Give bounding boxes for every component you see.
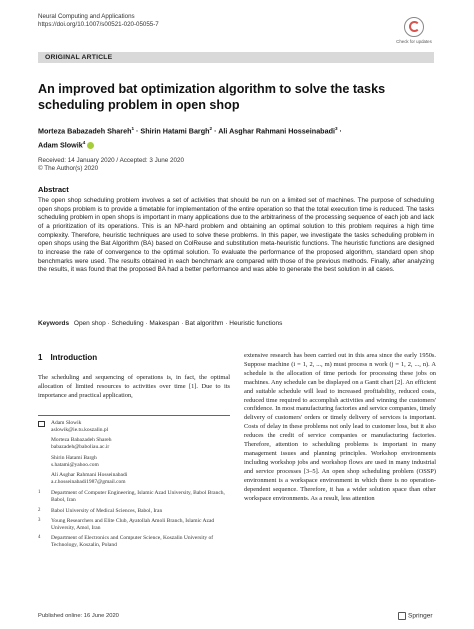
affiliation-item <box>38 518 230 532</box>
affiliation-list <box>38 490 230 549</box>
contact-item <box>38 437 230 451</box>
doi-link[interactable]: https://doi.org/10.1007/s00521-020-05055-7 <box>38 21 159 29</box>
author-4: Adam Slowik <box>38 140 83 150</box>
affiliation-number: 2 <box>38 507 41 513</box>
envelope-icon <box>38 421 45 427</box>
check-updates-label: Check for updates <box>396 39 432 44</box>
footnote-divider <box>38 415 230 416</box>
intro-paragraph-left: The scheduling and sequencing of operations is, in fact, the optimal allocation of limited resources to activities over time [1]. Due to its importance and practical application, <box>38 374 230 399</box>
copyright: © The Author(s) 2020 <box>38 165 99 173</box>
author-3: Ali Asghar Rahmani Hosseinabadi <box>218 126 335 136</box>
affiliation-number: 1 <box>38 490 41 496</box>
affiliation-item <box>38 508 230 515</box>
contact-item <box>38 420 230 434</box>
affiliation-item <box>38 535 230 549</box>
springer-icon <box>398 612 406 620</box>
received-accepted: Received: 14 January 2020 / Accepted: 3 June 2020 <box>38 157 184 164</box>
article-type-banner <box>38 52 434 63</box>
intro-paragraph-right: extensive research has been carried out in this area since the early 1950s. Suppose machine (i = 1, 2, ..., m) must process n work (j = 1, 2, ..., n). A schedule is the allocation of time periods for processing these jobs on machines. Any schedule can be displayed on a Gantt chart [2]. An efficient and suitable schedule will lead to increased profitability, reduced costs, reduced time required to accomplish activities and winning the customers' confidence. In most manufacturing factories and service companies, timely delivery of customers' orders or timely delivery of services is important. Costs of delay in these problems not only lead to customer loss, but it also reduces the credit of service companies or manufacturing factories. Therefore, attention to scheduling problems is important in many management issues and planning principles. Workshop environments including workshop jobs and workshop flows are used in many industrial and service processes [3–5]. An open shop scheduling problem (OSSP) environment is a workspace environment in which there is no operation-dependent sequence. Therefore, it has a wider solution space than other workspace environments. As a result, less attention <box>244 352 437 502</box>
author-separator: · <box>134 126 141 136</box>
journal-header <box>38 13 159 30</box>
contact-email[interactable]: aslowik@ie.tu.koszalin.pl <box>51 427 109 434</box>
affiliation-number: 3 <box>38 517 41 523</box>
author-1-affil: 1 <box>131 126 135 131</box>
affiliation-text: Department of Electronics and Computer Science, Koszalin University of Technology, Koszalin, Poland <box>51 535 214 549</box>
contact-name: Adam Slowik <box>51 420 82 426</box>
affiliation-text: Young Researchers and Elite Club, Ayatollah Amoli Branch, Islamic Azad University, Amol, Iran <box>51 517 215 532</box>
paper-title: An improved bat optimization algorithm to solve the tasks scheduling problem in open shop <box>38 82 386 112</box>
abstract-heading: Abstract <box>38 185 69 194</box>
contact-item <box>38 472 230 486</box>
keywords-text: Open shop · Scheduling · Makespan · Bat algorithm · Heuristic functions <box>73 320 283 327</box>
affiliation-text: Babol University of Medical Sciences, Babol, Iran <box>51 507 163 514</box>
abstract-text: The open shop scheduling problem involves a set of activities that should be run on a limited set of machines. The purpose of scheduling open shops problem is to provide a timetable for implementation of the entire operation so that the total execution time is reduced. The tasks scheduling problem in open shops is important in many applications due to the arbitrariness of the processing sequence of each job and lack of a prioritization of its operations. This is an NP-hard problem and obtaining an optimal solution to this problem requires a high time complexity. Therefore, heuristic techniques are used to solve these problems. In this paper, we investigate the tasks scheduling problem in open shops using the Bat Algorithm (BA) based on ColReuse and substitution meta-heuristic functions. The heuristic functions are designed to increase the rate of convergence to the optimal solution. To evaluate the performance of the proposed algorithm, standard open shop benchmarks were used. The results obtained in each benchmark are compared with those of the previous methods. Finally, after analyzing the results, it was found that the proposed BA had a better performance and was able to generate the best solution in all cases. <box>38 197 434 274</box>
contact-name: Ali Asghar Rahmani Hosseinabadi <box>51 472 128 479</box>
check-updates-badge[interactable] <box>394 17 434 44</box>
contact-name: Morteza Babazadeh Shareh <box>51 437 112 444</box>
contact-email[interactable]: s.hatami@yahoo.com <box>51 461 99 468</box>
author-4-affil: 4 <box>82 139 86 145</box>
published-date: Published online: 16 June 2020 <box>38 613 119 619</box>
affiliation-text: Department of Computer Engineering, Islamic Azad University, Babol Branch, Babol, Iran <box>51 490 225 504</box>
contact-email[interactable]: a.r.hosseinabadi1987@gmail.com <box>51 479 126 486</box>
author-separator: · <box>337 126 342 136</box>
section-number: 1 <box>38 353 43 362</box>
check-updates-icon <box>404 17 424 37</box>
contact-email[interactable]: babazadeh@baboliau.ac.ir <box>51 444 110 451</box>
author-1: Morteza Babazadeh Shareh <box>38 126 132 136</box>
journal-name: Neural Computing and Applications <box>38 13 135 20</box>
publisher-logo <box>398 612 433 620</box>
author-separator: · <box>212 126 219 136</box>
contact-item <box>38 455 230 469</box>
article-type: ORIGINAL ARTICLE <box>45 53 113 61</box>
orcid-icon[interactable] <box>87 142 94 149</box>
keywords-label: Keywords <box>38 320 70 327</box>
article-dates <box>38 157 184 174</box>
author-2: Shirin Hatami Bargh <box>140 126 210 136</box>
author-list <box>38 123 443 151</box>
publisher-name: Springer <box>408 612 433 620</box>
affiliation-item <box>38 490 230 504</box>
author-3-affil: 3 <box>334 126 338 131</box>
section-title: Introduction <box>50 353 98 362</box>
correspondence-block <box>38 420 230 553</box>
author-2-affil: 2 <box>209 126 213 131</box>
section-heading <box>38 353 97 362</box>
affiliation-number: 4 <box>38 535 41 541</box>
keywords <box>38 320 438 328</box>
contact-name: Shirin Hatami Bargh <box>51 454 97 461</box>
